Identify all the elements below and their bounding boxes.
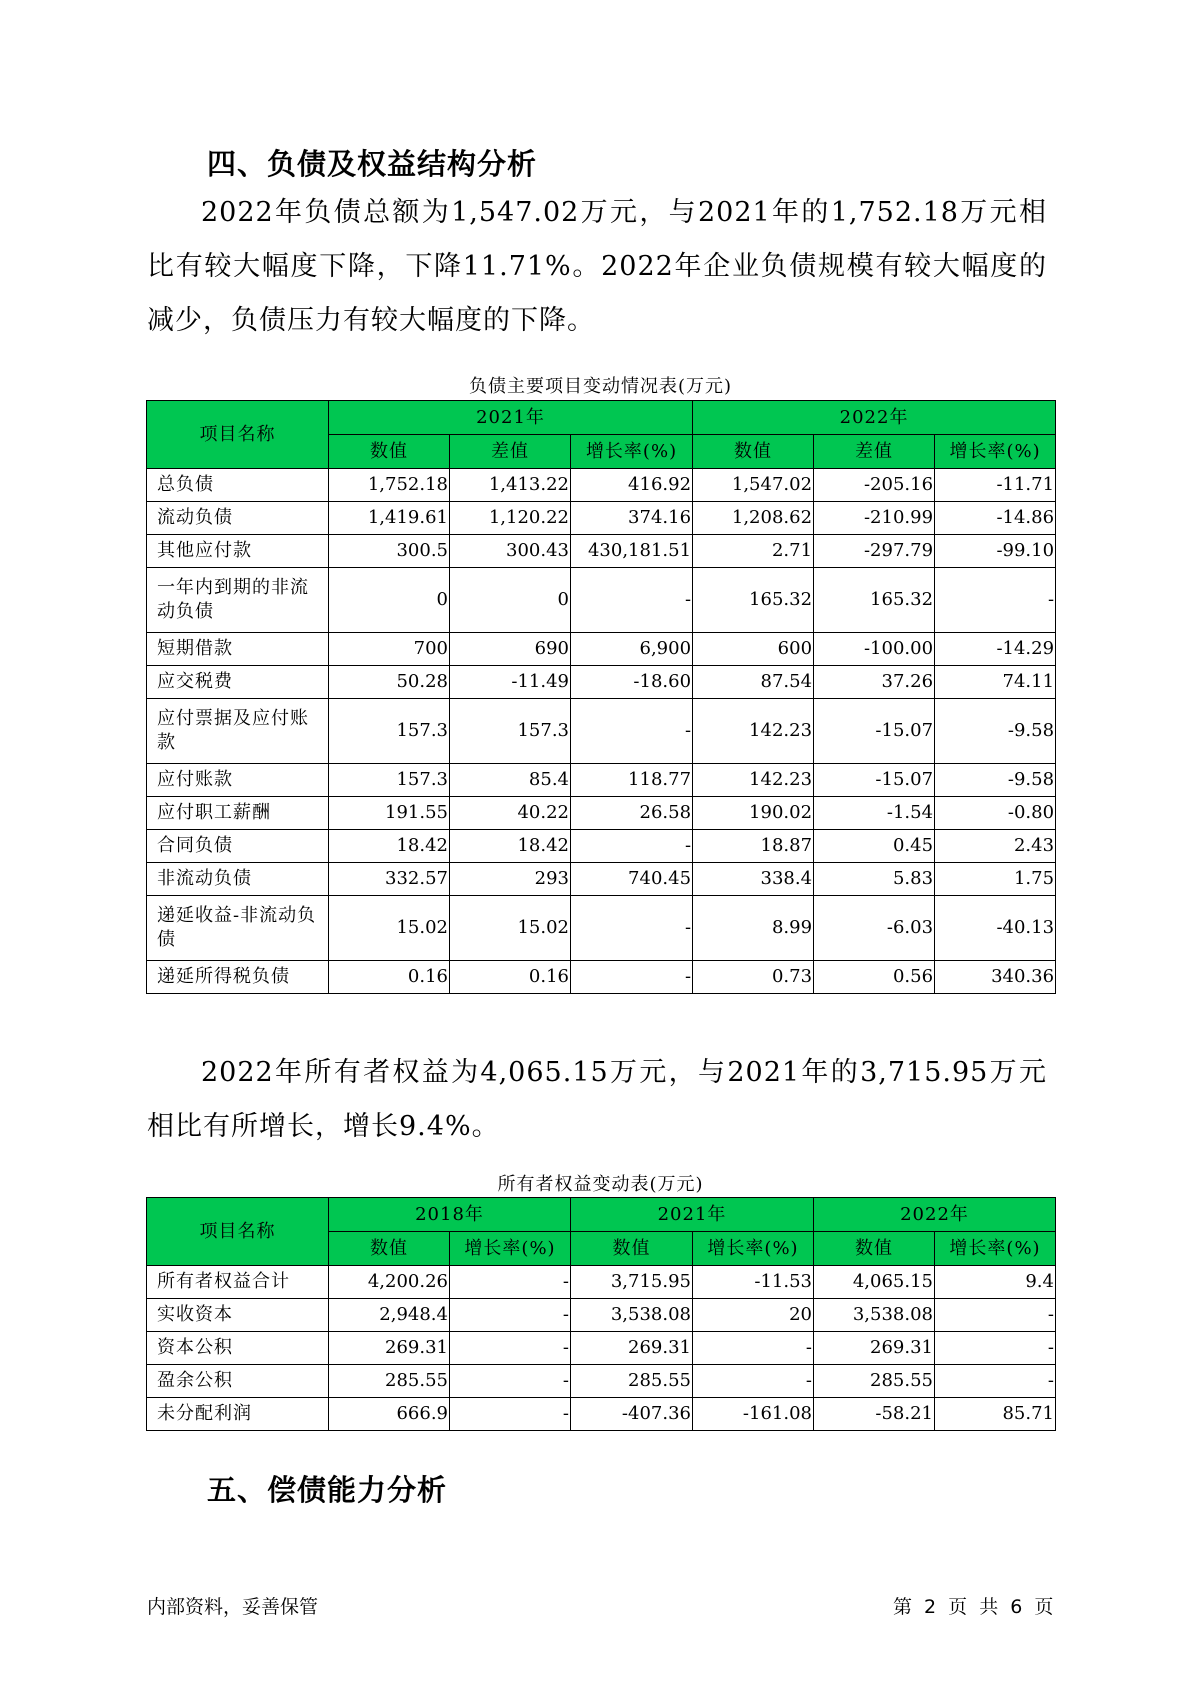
rate-2018: - <box>450 1398 571 1431</box>
value-2022: 0.73 <box>693 961 814 994</box>
value-2021: 3,715.95 <box>571 1266 693 1299</box>
liability-row <box>147 896 1056 961</box>
diff-2022: -6.03 <box>814 896 935 961</box>
equity-summary-paragraph: 2022年所有者权益为4,065.15万元，与2021年的3,715.95万元相比有所增长，增长9.4%。 <box>147 1057 1047 1142</box>
rate-2022: -14.86 <box>935 502 1056 535</box>
row-item-name: 应付票据及应付账款 <box>147 699 329 764</box>
rate-2021: 374.16 <box>571 502 693 535</box>
diff-2022: 0.56 <box>814 961 935 994</box>
value-2022: 87.54 <box>693 666 814 699</box>
liability-row <box>147 502 1056 535</box>
value-2021: 191.55 <box>329 797 450 830</box>
rate-2022: -0.80 <box>935 797 1056 830</box>
rate-2022: 2.43 <box>935 830 1056 863</box>
equity-table <box>146 1197 1056 1431</box>
rate-2018: - <box>450 1299 571 1332</box>
rate-2018: - <box>450 1332 571 1365</box>
value-2022: 142.23 <box>693 699 814 764</box>
equity-row <box>147 1299 1056 1332</box>
value-2018: 269.31 <box>329 1332 450 1365</box>
value-2022: 190.02 <box>693 797 814 830</box>
value-2021: 157.3 <box>329 764 450 797</box>
rate-2022: -9.58 <box>935 764 1056 797</box>
rate-2022: 85.71 <box>935 1398 1056 1431</box>
row-item-name: 一年内到期的非流动负债 <box>147 568 329 633</box>
value-2022: 2.71 <box>693 535 814 568</box>
value-2021: 269.31 <box>571 1332 693 1365</box>
value-2021: 15.02 <box>329 896 450 961</box>
value-2021: 332.57 <box>329 863 450 896</box>
rate-2021: - <box>693 1365 814 1398</box>
rate-2022: 9.4 <box>935 1266 1056 1299</box>
rate-2021: 6,900 <box>571 633 693 666</box>
diff-2021: 40.22 <box>450 797 571 830</box>
liability-row <box>147 666 1056 699</box>
row-item-name: 总负债 <box>147 469 329 502</box>
diff-2021: 690 <box>450 633 571 666</box>
diff-2022: 0.45 <box>814 830 935 863</box>
rate-2022: 1.75 <box>935 863 1056 896</box>
diff-2021: 0.16 <box>450 961 571 994</box>
rate-2021: - <box>571 699 693 764</box>
header-rate: 增长率(%) <box>450 1232 571 1266</box>
diff-2021: 0 <box>450 568 571 633</box>
equity-row <box>147 1332 1056 1365</box>
diff-2022: -15.07 <box>814 699 935 764</box>
value-2021: 157.3 <box>329 699 450 764</box>
rate-2022: -14.29 <box>935 633 1056 666</box>
value-2021: 3,538.08 <box>571 1299 693 1332</box>
liability-row <box>147 633 1056 666</box>
liability-row <box>147 830 1056 863</box>
rate-2021: -161.08 <box>693 1398 814 1431</box>
header-diff: 差值 <box>814 435 935 469</box>
header-rate: 增长率(%) <box>935 1232 1056 1266</box>
header-year-2022: 2022年 <box>693 401 1056 435</box>
liability-summary-paragraph: 2022年负债总额为1,547.02万元，与2021年的1,752.18万元相比有较大幅度下降，下降11.71%。2022年企业负债规模有较大幅度的减少，负债压力有较大幅度的下降。 <box>147 197 1047 336</box>
value-2018: 666.9 <box>329 1398 450 1431</box>
diff-2021: 15.02 <box>450 896 571 961</box>
header-value: 数值 <box>329 435 450 469</box>
equity-row <box>147 1266 1056 1299</box>
row-item-name: 应付账款 <box>147 764 329 797</box>
footer-confidential-note: 内部资料，妥善保管 <box>147 1596 319 1618</box>
section-heading-liability-equity: 四、负债及权益结构分析 <box>207 147 538 181</box>
rate-2022: -40.13 <box>935 896 1056 961</box>
value-2021: 1,419.61 <box>329 502 450 535</box>
liability-row <box>147 535 1056 568</box>
value-2021: -407.36 <box>571 1398 693 1431</box>
value-2021: 285.55 <box>571 1365 693 1398</box>
header-value: 数值 <box>329 1232 450 1266</box>
row-item-name: 非流动负债 <box>147 863 329 896</box>
rate-2021: 118.77 <box>571 764 693 797</box>
equity-row <box>147 1398 1056 1431</box>
rate-2021: - <box>571 961 693 994</box>
value-2018: 4,200.26 <box>329 1266 450 1299</box>
rate-2021: 416.92 <box>571 469 693 502</box>
value-2022: -58.21 <box>814 1398 935 1431</box>
header-year-2022: 2022年 <box>814 1198 1056 1232</box>
liability-row <box>147 568 1056 633</box>
row-item-name: 应交税费 <box>147 666 329 699</box>
row-item-name: 递延所得税负债 <box>147 961 329 994</box>
rate-2021: -18.60 <box>571 666 693 699</box>
rate-2022: - <box>935 1332 1056 1365</box>
diff-2021: 157.3 <box>450 699 571 764</box>
row-item-name: 合同负债 <box>147 830 329 863</box>
diff-2022: -205.16 <box>814 469 935 502</box>
row-item-name: 实收资本 <box>147 1299 329 1332</box>
rate-2022: -99.10 <box>935 535 1056 568</box>
value-2021: 18.42 <box>329 830 450 863</box>
diff-2022: 37.26 <box>814 666 935 699</box>
rate-2021: - <box>571 896 693 961</box>
diff-2022: 5.83 <box>814 863 935 896</box>
rate-2022: -11.71 <box>935 469 1056 502</box>
value-2022: 1,547.02 <box>693 469 814 502</box>
value-2022: 4,065.15 <box>814 1266 935 1299</box>
equity-row <box>147 1365 1056 1398</box>
header-value: 数值 <box>571 1232 693 1266</box>
diff-2022: -15.07 <box>814 764 935 797</box>
row-item-name: 未分配利润 <box>147 1398 329 1431</box>
header-year-2021: 2021年 <box>571 1198 814 1232</box>
header-value: 数值 <box>693 435 814 469</box>
rate-2021: - <box>693 1332 814 1365</box>
diff-2021: 1,413.22 <box>450 469 571 502</box>
value-2021: 50.28 <box>329 666 450 699</box>
liability-row <box>147 961 1056 994</box>
value-2022: 8.99 <box>693 896 814 961</box>
rate-2021: - <box>571 830 693 863</box>
value-2021: 0 <box>329 568 450 633</box>
diff-2021: -11.49 <box>450 666 571 699</box>
value-2022: 269.31 <box>814 1332 935 1365</box>
diff-2021: 293 <box>450 863 571 896</box>
section-heading-solvency: 五、偿债能力分析 <box>207 1473 448 1507</box>
header-value: 数值 <box>814 1232 935 1266</box>
liability-row <box>147 863 1056 896</box>
value-2018: 285.55 <box>329 1365 450 1398</box>
value-2022: 165.32 <box>693 568 814 633</box>
liability-row <box>147 699 1056 764</box>
row-item-name: 应付职工薪酬 <box>147 797 329 830</box>
diff-2022: -297.79 <box>814 535 935 568</box>
header-rate: 增长率(%) <box>693 1232 814 1266</box>
row-item-name: 流动负债 <box>147 502 329 535</box>
row-item-name: 短期借款 <box>147 633 329 666</box>
rate-2022: 74.11 <box>935 666 1056 699</box>
value-2022: 1,208.62 <box>693 502 814 535</box>
value-2022: 600 <box>693 633 814 666</box>
rate-2021: -11.53 <box>693 1266 814 1299</box>
row-item-name: 递延收益-非流动负债 <box>147 896 329 961</box>
liability-row <box>147 797 1056 830</box>
rate-2018: - <box>450 1266 571 1299</box>
value-2022: 142.23 <box>693 764 814 797</box>
liability-row <box>147 764 1056 797</box>
rate-2022: - <box>935 1299 1056 1332</box>
footer-page-number: 第 2 页 共 6 页 <box>893 1596 1054 1618</box>
header-year-2021: 2021年 <box>329 401 693 435</box>
row-item-name: 其他应付款 <box>147 535 329 568</box>
rate-2021: - <box>571 568 693 633</box>
rate-2018: - <box>450 1365 571 1398</box>
value-2021: 0.16 <box>329 961 450 994</box>
equity-table-caption: 所有者权益变动表(万元) <box>497 1174 704 1195</box>
header-rate: 增长率(%) <box>571 435 693 469</box>
value-2022: 285.55 <box>814 1365 935 1398</box>
diff-2022: -1.54 <box>814 797 935 830</box>
header-item-name: 项目名称 <box>147 1198 329 1266</box>
row-item-name: 所有者权益合计 <box>147 1266 329 1299</box>
rate-2021: 20 <box>693 1299 814 1332</box>
diff-2021: 300.43 <box>450 535 571 568</box>
diff-2022: 165.32 <box>814 568 935 633</box>
row-item-name: 资本公积 <box>147 1332 329 1365</box>
rate-2022: - <box>935 1365 1056 1398</box>
value-2021: 300.5 <box>329 535 450 568</box>
value-2022: 338.4 <box>693 863 814 896</box>
diff-2022: -100.00 <box>814 633 935 666</box>
diff-2021: 18.42 <box>450 830 571 863</box>
header-rate: 增长率(%) <box>935 435 1056 469</box>
rate-2021: 740.45 <box>571 863 693 896</box>
liability-table <box>146 400 1056 994</box>
header-item-name: 项目名称 <box>147 401 329 469</box>
liability-table-caption: 负债主要项目变动情况表(万元) <box>468 376 733 397</box>
diff-2022: -210.99 <box>814 502 935 535</box>
value-2021: 700 <box>329 633 450 666</box>
value-2018: 2,948.4 <box>329 1299 450 1332</box>
header-year-2018: 2018年 <box>329 1198 571 1232</box>
header-diff: 差值 <box>450 435 571 469</box>
diff-2021: 1,120.22 <box>450 502 571 535</box>
value-2022: 3,538.08 <box>814 1299 935 1332</box>
rate-2021: 430,181.51 <box>571 535 693 568</box>
rate-2022: -9.58 <box>935 699 1056 764</box>
rate-2021: 26.58 <box>571 797 693 830</box>
liability-row <box>147 469 1056 502</box>
rate-2022: 340.36 <box>935 961 1056 994</box>
value-2022: 18.87 <box>693 830 814 863</box>
rate-2022: - <box>935 568 1056 633</box>
value-2021: 1,752.18 <box>329 469 450 502</box>
row-item-name: 盈余公积 <box>147 1365 329 1398</box>
diff-2021: 85.4 <box>450 764 571 797</box>
